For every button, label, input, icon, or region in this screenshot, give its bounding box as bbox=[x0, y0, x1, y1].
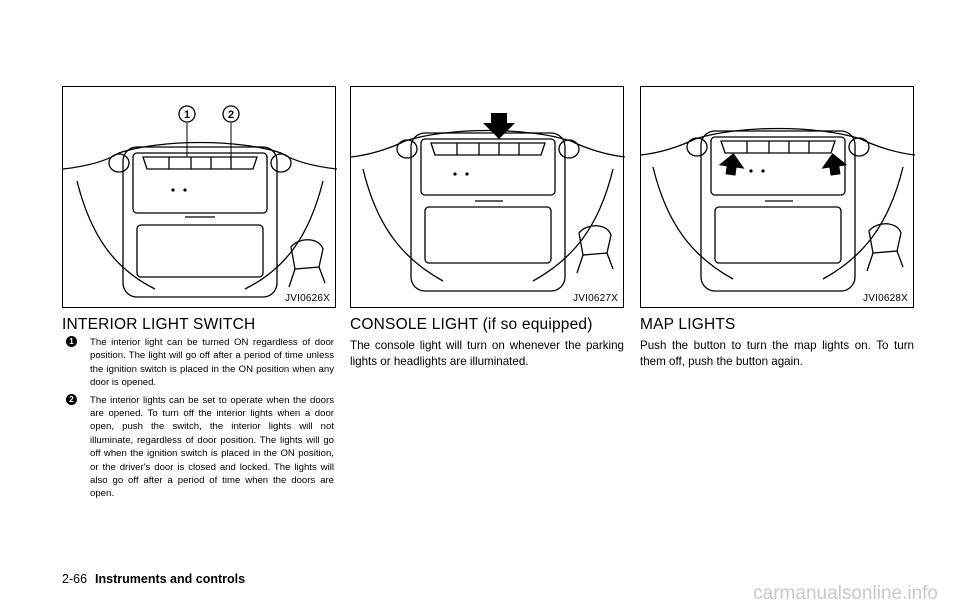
page-number: 2-66 bbox=[62, 572, 88, 586]
overhead-console-illustration bbox=[351, 87, 625, 309]
console-light-text: The console light will turn on whenever the parking lights or headlights are illuminated. bbox=[350, 339, 624, 368]
arrow-down-icon bbox=[483, 113, 515, 139]
arrow-up-left-icon bbox=[718, 151, 747, 176]
item-number-badge: 1 bbox=[66, 336, 77, 347]
list-item bbox=[62, 336, 334, 390]
console-light-heading: CONSOLE LIGHT (if so equipped) bbox=[350, 316, 593, 333]
callout-2-label: 2 bbox=[227, 109, 235, 121]
item-text: The interior light can be turned ON regardless of door position. The light will go off after a period of time unless the ignition switch is placed in the ON position when any door is opened. bbox=[90, 337, 334, 389]
figure-code: JVI0626X bbox=[285, 293, 330, 304]
figure-map-lights bbox=[640, 86, 914, 308]
page-footer bbox=[62, 572, 245, 586]
overhead-console-illustration bbox=[641, 87, 915, 309]
interior-light-switch-heading: INTERIOR LIGHT SWITCH bbox=[62, 316, 256, 333]
callout-1-label: 1 bbox=[183, 109, 191, 121]
figure-console-light bbox=[350, 86, 624, 308]
figure-code: JVI0628X bbox=[863, 293, 908, 304]
map-lights-heading: MAP LIGHTS bbox=[640, 316, 736, 333]
item-text: The interior lights can be set to operate when the doors are opened. To turn off the interior lights when a door open, push the switch, the interior lights will not illuminate, regardless of door position. The lights will go off when the ignition switch is placed in the ON position, or the driver's door is closed and locked. The lights will also go off after a period of time when the doors are open. bbox=[90, 394, 334, 500]
watermark: carmanualsonline.info bbox=[753, 583, 938, 604]
section-title: Instruments and controls bbox=[95, 572, 246, 586]
figure-code: JVI0627X bbox=[573, 293, 618, 304]
interior-light-list bbox=[62, 336, 334, 505]
figure-interior-light bbox=[62, 86, 336, 308]
item-number-badge: 2 bbox=[66, 394, 77, 405]
map-lights-text: Push the button to turn the map lights on. To turn them off, push the button again. bbox=[640, 339, 914, 368]
overhead-console-illustration bbox=[63, 87, 337, 309]
list-item bbox=[62, 394, 334, 501]
arrow-up-right-icon bbox=[820, 151, 849, 176]
